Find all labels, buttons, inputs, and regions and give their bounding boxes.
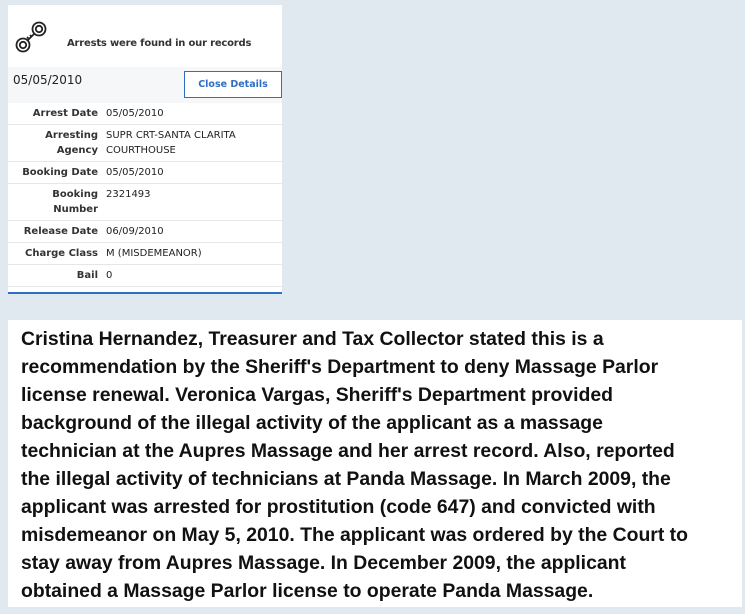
close-details-button[interactable]: Close Details — [184, 71, 282, 98]
arrest-date-row — [8, 67, 282, 103]
detail-value: 2321493 — [106, 189, 151, 200]
detail-label: Release Date — [23, 226, 98, 237]
card-header — [8, 5, 282, 67]
detail-value: 06/09/2010 — [106, 226, 164, 237]
detail-value: 0 — [106, 270, 113, 281]
detail-label: Charge Class — [25, 248, 98, 259]
handcuffs-icon — [14, 19, 50, 55]
meeting-minutes-text: Cristina Hernandez, Treasurer and Tax Collector stated this is a recommendation by the Sheriff's Department to deny Massage Parlor license renewal. Veronica Vargas, Sheriff's Department provided background of the illegal activity of the applicant as a massage technician at the Aupres Massage and her arrest record. Also, reported the illegal activity of technicians at Panda Massage. In March 2009, the applicant was arrested for prostitution (code 647) and convicted with misdemeanor on May 5, 2010. The applicant was ordered by the Court to stay away from Aupres Massage. In December 2009, the applicant obtained a Massage Parlor license to operate Panda Massage. — [21, 328, 688, 602]
table-row — [8, 125, 282, 162]
meeting-minutes-panel — [8, 320, 742, 607]
detail-value: 05/05/2010 — [106, 108, 164, 119]
detail-value: 05/05/2010 — [106, 167, 164, 178]
detail-label: Bail — [76, 270, 98, 281]
table-row — [8, 184, 282, 221]
detail-value: M (MISDEMEANOR) — [106, 248, 202, 259]
table-row — [8, 243, 282, 265]
table-row — [8, 221, 282, 243]
arrest-record-card — [8, 5, 282, 294]
detail-label: Booking Date — [22, 167, 98, 178]
detail-label: Booking Number — [52, 189, 98, 215]
table-row — [8, 162, 282, 184]
detail-label: Arrest Date — [32, 108, 98, 119]
detail-value: SUPR CRT-SANTA CLARITA COURTHOUSE — [106, 130, 236, 156]
arrest-details-table — [8, 103, 282, 287]
arrests-found-title: Arrests were found in our records — [67, 38, 252, 49]
table-row — [8, 103, 282, 125]
detail-label: Arresting Agency — [45, 130, 98, 156]
arrest-date-heading: 05/05/2010 — [13, 73, 83, 87]
table-row — [8, 265, 282, 287]
